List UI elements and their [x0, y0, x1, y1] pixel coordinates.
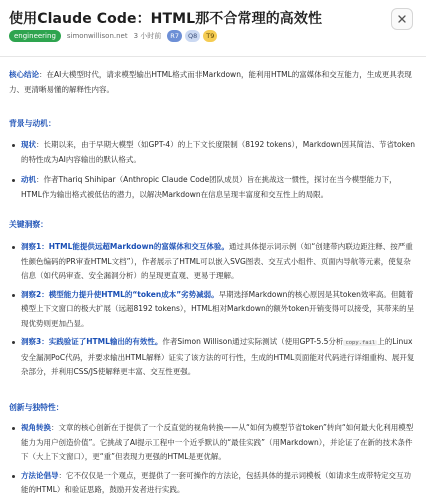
list-item — [9, 421, 417, 465]
source-domain[interactable]: simonwillison.net — [66, 32, 128, 40]
item-text: 作者Simon Willison通过实际测试（使用GPT-5.5分析 — [162, 337, 344, 346]
article-meta — [9, 29, 220, 43]
item-text: ：文章的核心创新在于提供了一个反直觉的视角转换——从“如何为模型节省token”转向“如何最大化利用模型能力为用户创造价值”。它挑战了AI提示工程中一个近乎默认的“最佳实践”（用Markdown），并论证了在新的技术条件下（大上下文窗口），更“重”但表现力更强的HTML是更优解。 — [21, 423, 414, 461]
list-item — [9, 138, 417, 167]
item-text: 通过具体提示词示例（如“创建带内联边距注释、按严重性颜色编码的PR审查HTML文档”），作者展示了HTML可以嵌入SVG图表、交互式小组件、页面内导航等元素，使复杂信息（如代码审查、安全漏洞分析）的呈现更直观、更易于理解。 — [21, 242, 413, 280]
badge-t: T9 — [203, 30, 217, 42]
list-item — [9, 469, 417, 498]
summary-paragraph — [9, 68, 417, 97]
inline-code: copy.fail — [345, 340, 376, 346]
summary-label: 核心结论 — [9, 70, 39, 79]
item-text: ：作者Thariq Shihipar（Anthropic Claude Code团队成员）旨在挑战这一惯性，探讨在当今模型能力下，HTML作为输出格式被低估的潜力，以解决Markdown在信息呈现丰富度和交互性上的局限。 — [21, 175, 397, 199]
item-text: 早期选择Markdown的核心原因是其token效率高。但随着模型上下文窗口的极大扩展（远超8192 tokens），HTML相对Markdown的额外token开销变得可以接受，其带来的呈现优势则更加凸显。 — [21, 289, 415, 328]
close-button[interactable] — [391, 8, 413, 30]
insights-list — [9, 240, 417, 380]
category-tag[interactable]: engineering — [9, 30, 61, 42]
list-item — [9, 288, 417, 332]
list-item — [9, 173, 417, 202]
header-divider — [0, 56, 426, 57]
item-label: 洞察2：模型能力提升使HTML的“token成本”劣势减弱。 — [21, 289, 219, 299]
item-label: 洞察1：HTML能提供远超Markdown的富媒体和交互体验。 — [21, 242, 229, 251]
section-heading-background: 背景与动机： — [9, 119, 56, 128]
badge-q: Q8 — [185, 30, 200, 42]
item-label: 洞察3：实践验证了HTML输出的有效性。 — [21, 337, 163, 346]
list-item — [9, 335, 417, 380]
item-label: 现状 — [21, 140, 36, 149]
item-label: 视角转换 — [21, 423, 51, 432]
item-label: 动机 — [21, 175, 36, 184]
section-heading-innovation: 创新与独特性： — [9, 403, 64, 412]
article-header — [0, 0, 426, 60]
list-item — [9, 240, 417, 284]
item-text: 上的Linux安全漏洞PoC代码，并要求输出HTML解释）证实了该方法的可行性，生成的HTML页面能对代码进行详细重构、展开复杂部分，并利用CSS/JS使解释更丰富、交互性更强。 — [21, 337, 415, 376]
innovation-list — [9, 421, 417, 498]
close-icon — [397, 14, 407, 24]
article-title: 使用Claude Code：HTML那不合常理的高效性 — [9, 11, 323, 27]
section-heading-insights: 关键洞察： — [9, 220, 48, 229]
timestamp: 3 小时前 — [133, 32, 162, 40]
summary-text: ：在AI大模型时代，请求模型输出HTML格式而非Markdown，能利用HTML的富媒体和交互能力，生成更具表现力、更清晰易懂的解释性内容。 — [9, 70, 412, 94]
background-list — [9, 138, 417, 202]
item-label: 方法论倡导 — [21, 470, 59, 480]
badge-r: R7 — [167, 30, 182, 42]
item-text: ：它不仅仅是一个观点，更提供了一套可操作的方法论，包括具体的提示词模板（如请求生成带特定交互功能的HTML）和验证思路，鼓励开发者进行实践。 — [21, 470, 411, 494]
item-text: ：长期以来，由于早期大模型（如GPT-4）的上下文长度限制（8192 tokens），Markdown因其简洁、节省token的特性成为AI内容输出的默认格式。 — [21, 140, 416, 164]
